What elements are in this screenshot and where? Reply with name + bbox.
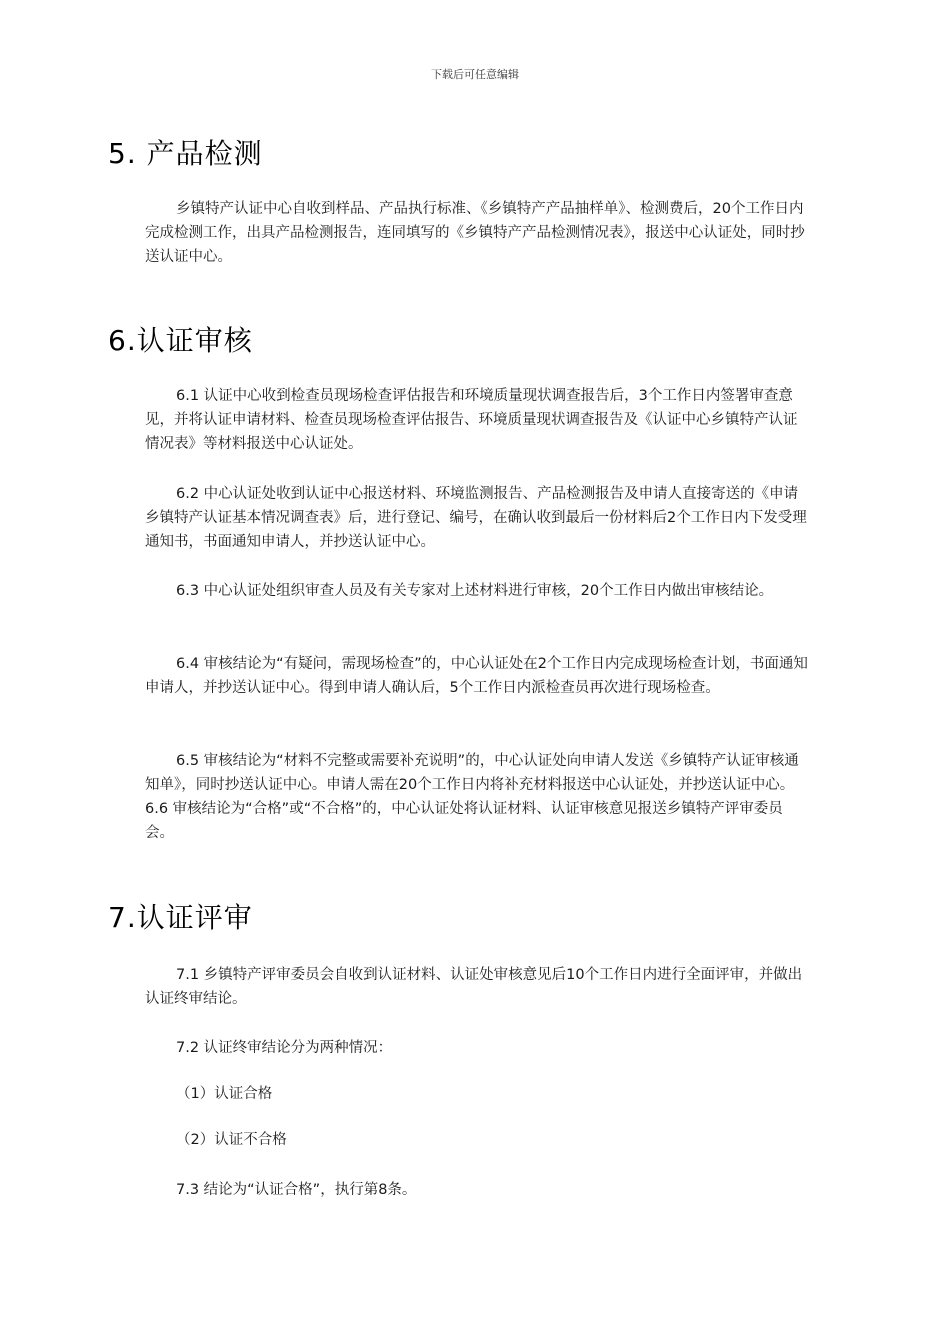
- section-heading-6: 6.认证审核: [108, 324, 253, 357]
- section-heading-7: 7.认证评审: [108, 901, 253, 934]
- paragraph-6-1: 6.1 认证中心收到检查员现场检查评估报告和环境质量现状调查报告后，3个工作日内签署审查意见，并将认证申请材料、检查员现场检查评估报告、环境质量现状调查报告及《认证中心乡镇特产认证情况表》等材料报送中心认证处。: [145, 388, 798, 452]
- paragraph-7-1: 7.1 乡镇特产评审委员会自收到认证材料、认证处审核意见后10个工作日内进行全面评审，并做出认证终审结论。: [145, 967, 803, 1007]
- page-header-note: 下载后可任意编辑: [431, 68, 519, 81]
- paragraph-5-body: 乡镇特产认证中心自收到样品、产品执行标准、《乡镇特产产品抽样单》、检测费后，20个工作日内完成检测工作，出具产品检测报告，连同填写的《乡镇特产产品检测情况表》，报送中心认证处，同时抄送认证中心。: [145, 201, 805, 265]
- list-item: （1）认证合格: [176, 1086, 273, 1102]
- paragraph-6-4: 6.4 审核结论为“有疑问，需现场检查”的，中心认证处在2个工作日内完成现场检查计划，书面通知申请人，并抄送认证中心。得到申请人确认后，5个工作日内派检查员再次进行现场检查。: [145, 656, 808, 696]
- list-item: （2）认证不合格: [176, 1132, 287, 1148]
- paragraph-7-2: 7.2 认证终审结论分为两种情况：: [176, 1040, 393, 1056]
- section-heading-5: 5. 产品检测: [108, 137, 263, 170]
- paragraph-6-5: 6.5 审核结论为“材料不完整或需要补充说明”的，中心认证处向申请人发送《乡镇特产认证审核通知单》，同时抄送认证中心。申请人需在20个工作日内将补充材料报送中心认证处，并抄送认证中心。 6.6 审核结论为“合格”或“不合格”的，中心认证处将认证材料、认证审核意见报送乡镇特产评审委员会。: [145, 753, 799, 841]
- paragraph-7-3: 7.3 结论为“认证合格”，执行第8条。: [176, 1182, 417, 1198]
- paragraph-6-2: 6.2 中心认证处收到认证中心报送材料、环境监测报告、产品检测报告及申请人直接寄送的《申请乡镇特产认证基本情况调查表》后，进行登记、编号，在确认收到最后一份材料后2个工作日内下发受理通知书，书面通知申请人，并抄送认证中心。: [145, 486, 807, 550]
- paragraph-6-3: 6.3 中心认证处组织审查人员及有关专家对上述材料进行审核，20个工作日内做出审核结论。: [176, 583, 774, 599]
